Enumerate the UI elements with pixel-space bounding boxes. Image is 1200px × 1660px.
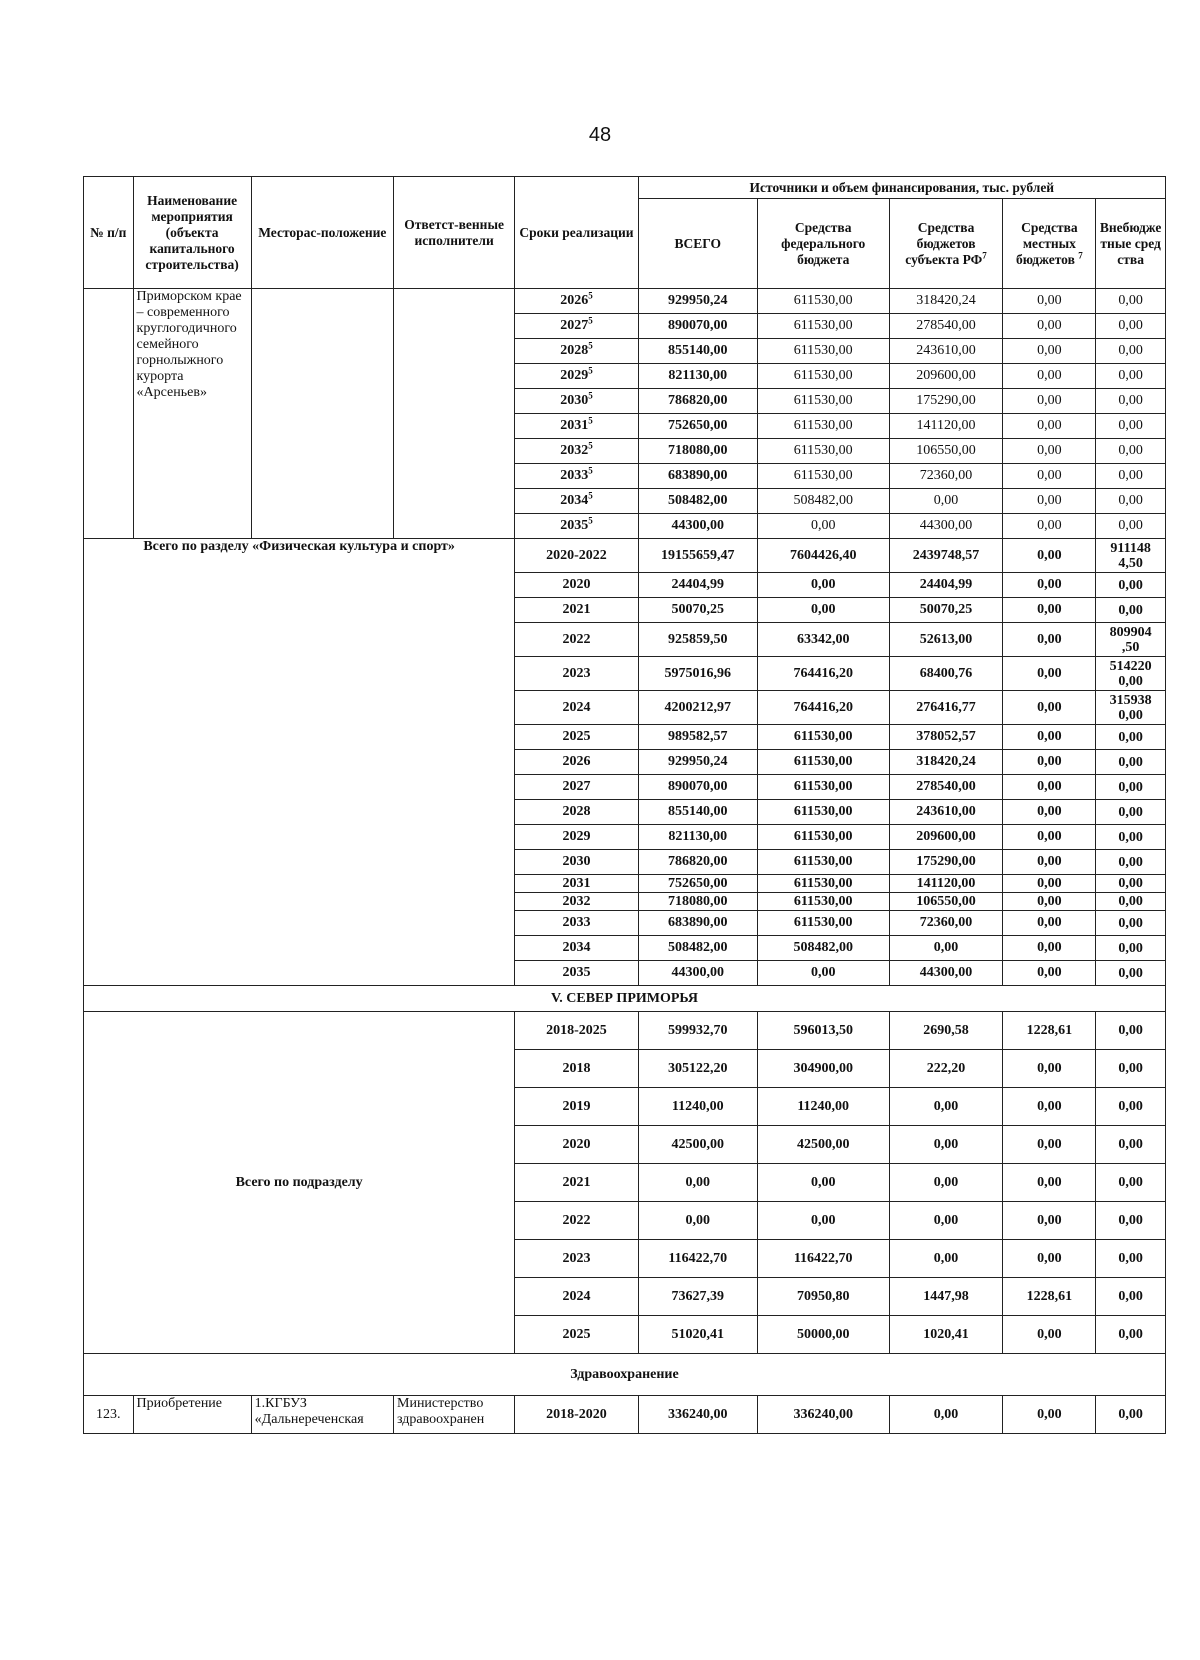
row-year: 2019	[515, 1088, 638, 1126]
row-local: 0,00	[1003, 961, 1096, 986]
row-offbudget: 0,00	[1096, 961, 1166, 986]
row-year: 2033	[515, 911, 638, 936]
row-year-footnote: 5	[588, 440, 593, 451]
row-subject: 318420,24	[889, 289, 1003, 314]
row-federal: 611530,00	[757, 775, 889, 800]
row-subject: 141120,00	[889, 414, 1003, 439]
row-year-footnote: 5	[588, 315, 593, 326]
row-year: 2024	[515, 1278, 638, 1316]
row-offbudget: 0,00	[1096, 389, 1166, 414]
row-year: 2022	[515, 623, 638, 657]
row-year	[515, 289, 638, 314]
row-local: 0,00	[1003, 598, 1096, 623]
row-federal: 7604426,40	[757, 539, 889, 573]
row-subject: 44300,00	[889, 961, 1003, 986]
row-federal: 611530,00	[757, 389, 889, 414]
row-year: 2030	[515, 850, 638, 875]
row-year-label: 2030	[560, 393, 589, 408]
row-local: 0,00	[1003, 364, 1096, 389]
table-row	[84, 1396, 1166, 1434]
row-total: 821130,00	[638, 825, 757, 850]
row-year	[515, 464, 638, 489]
row-local: 0,00	[1003, 893, 1096, 911]
row-total: 929950,24	[638, 750, 757, 775]
row-subject: 318420,24	[889, 750, 1003, 775]
row-local: 0,00	[1003, 825, 1096, 850]
row-total: 508482,00	[638, 936, 757, 961]
row-total: 752650,00	[638, 414, 757, 439]
row-federal: 508482,00	[757, 936, 889, 961]
row-subject: 44300,00	[889, 514, 1003, 539]
row-local: 0,00	[1003, 414, 1096, 439]
row-federal: 508482,00	[757, 489, 889, 514]
row-local: 0,00	[1003, 750, 1096, 775]
row-offbudget: 0,00	[1096, 1050, 1166, 1088]
row-subject: 209600,00	[889, 825, 1003, 850]
row-subject: 1020,41	[889, 1316, 1003, 1354]
row-local: 0,00	[1003, 875, 1096, 893]
col-subject-header	[889, 199, 1003, 289]
row-year: 2025	[515, 1316, 638, 1354]
row-subject: 0,00	[889, 936, 1003, 961]
row-local: 0,00	[1003, 573, 1096, 598]
row-local: 0,00	[1003, 911, 1096, 936]
table-row	[84, 289, 1166, 314]
row-total: 0,00	[638, 1164, 757, 1202]
row-total: 73627,39	[638, 1278, 757, 1316]
item-local: 0,00	[1003, 1396, 1096, 1434]
row-subject: 0,00	[889, 1088, 1003, 1126]
row-total: 5975016,96	[638, 657, 757, 691]
row-federal: 611530,00	[757, 825, 889, 850]
row-federal: 0,00	[757, 514, 889, 539]
row-total: 925859,50	[638, 623, 757, 657]
row-federal: 116422,70	[757, 1240, 889, 1278]
table-header	[84, 177, 1166, 289]
row-total: 116422,70	[638, 1240, 757, 1278]
row-offbudget: 0,00	[1096, 514, 1166, 539]
row-local: 0,00	[1003, 389, 1096, 414]
row-federal: 0,00	[757, 1164, 889, 1202]
row-offbudget: 0,00	[1096, 850, 1166, 875]
row-year: 2021	[515, 1164, 638, 1202]
row-subject: 243610,00	[889, 339, 1003, 364]
row-offbudget: 0,00	[1096, 893, 1166, 911]
row-total: 24404,99	[638, 573, 757, 598]
row-year-label: 2034	[560, 493, 589, 508]
row-year-footnote: 5	[588, 465, 593, 476]
row-total: 0,00	[638, 1202, 757, 1240]
row-year: 2024	[515, 691, 638, 725]
row-local: 0,00	[1003, 339, 1096, 364]
row-local: 0,00	[1003, 514, 1096, 539]
row-local: 0,00	[1003, 850, 1096, 875]
row-subject: 106550,00	[889, 439, 1003, 464]
row-local: 0,00	[1003, 1050, 1096, 1088]
row-total: 855140,00	[638, 800, 757, 825]
row-local: 0,00	[1003, 314, 1096, 339]
row-offbudget: 0,00	[1096, 314, 1166, 339]
row-year-footnote: 5	[588, 390, 593, 401]
row-local: 0,00	[1003, 1088, 1096, 1126]
row-year: 2020	[515, 573, 638, 598]
row-offbudget: 0,00	[1096, 800, 1166, 825]
row-offbudget: 0,00	[1096, 573, 1166, 598]
row-year-label: 2033	[560, 468, 589, 483]
row-total: 989582,57	[638, 725, 757, 750]
col-terms-header: Сроки реализации	[515, 177, 638, 289]
financing-table	[83, 176, 1166, 1434]
row-year	[515, 439, 638, 464]
north-heading-block	[84, 986, 1166, 1012]
page-number: 48	[588, 124, 612, 146]
row-offbudget: 0,00	[1096, 1164, 1166, 1202]
row-subject: 72360,00	[889, 911, 1003, 936]
item-federal: 336240,00	[757, 1396, 889, 1434]
row-federal: 0,00	[757, 573, 889, 598]
row-total: 786820,00	[638, 389, 757, 414]
row-local: 0,00	[1003, 936, 1096, 961]
row-total: 929950,24	[638, 289, 757, 314]
row-federal: 611530,00	[757, 750, 889, 775]
row-offbudget: 0,00	[1096, 725, 1166, 750]
object-location	[251, 289, 393, 539]
col-name-header: Наименование мероприятия (объекта капитального строительства)	[133, 177, 251, 289]
row-total: 599932,70	[638, 1012, 757, 1050]
north-subsection-label: Всего по подразделу	[84, 1012, 515, 1354]
row-offbudget: 0,00	[1096, 911, 1166, 936]
row-subject: 24404,99	[889, 573, 1003, 598]
item-executors: Министерство здравоохранен	[394, 1396, 515, 1434]
row-federal: 611530,00	[757, 464, 889, 489]
row-federal: 596013,50	[757, 1012, 889, 1050]
row-federal: 0,00	[757, 598, 889, 623]
row-federal: 611530,00	[757, 314, 889, 339]
object-name: Приморском крае – современного круглогодичного семейного горнолыжного курорта «Арсеньев»	[133, 289, 251, 539]
row-year: 2028	[515, 800, 638, 825]
row-offbudget: 0,00	[1096, 750, 1166, 775]
row-total: 718080,00	[638, 893, 757, 911]
table-row	[84, 1012, 1166, 1050]
row-offbudget: 809904 ,50	[1096, 623, 1166, 657]
row-federal: 764416,20	[757, 657, 889, 691]
row-year	[515, 489, 638, 514]
row-total: 42500,00	[638, 1126, 757, 1164]
row-local: 0,00	[1003, 623, 1096, 657]
row-year-footnote: 5	[588, 340, 593, 351]
item-num: 123.	[84, 1396, 134, 1434]
row-total: 821130,00	[638, 364, 757, 389]
row-year: 2027	[515, 775, 638, 800]
row-local: 0,00	[1003, 1202, 1096, 1240]
row-federal: 304900,00	[757, 1050, 889, 1088]
row-subject: 52613,00	[889, 623, 1003, 657]
row-year-label: 2026	[560, 293, 589, 308]
col-num-header: № п/п	[84, 177, 134, 289]
object-block	[84, 289, 1166, 539]
row-year: 2034	[515, 936, 638, 961]
col-subject-footnote: 7	[982, 250, 987, 260]
table-row	[84, 539, 1166, 573]
item-name: Приобретение	[133, 1396, 251, 1434]
row-offbudget: 0,00	[1096, 936, 1166, 961]
col-executors-header: Ответст-венные исполнители	[394, 177, 515, 289]
row-total: 44300,00	[638, 514, 757, 539]
row-federal: 50000,00	[757, 1316, 889, 1354]
row-year-footnote: 5	[588, 365, 593, 376]
row-subject: 2439748,57	[889, 539, 1003, 573]
row-federal: 611530,00	[757, 364, 889, 389]
row-federal: 611530,00	[757, 893, 889, 911]
row-offbudget: 0,00	[1096, 1240, 1166, 1278]
row-federal: 11240,00	[757, 1088, 889, 1126]
row-year: 2022	[515, 1202, 638, 1240]
row-total: 890070,00	[638, 775, 757, 800]
row-year: 2026	[515, 750, 638, 775]
row-federal: 764416,20	[757, 691, 889, 725]
row-offbudget: 0,00	[1096, 339, 1166, 364]
health-heading: Здравоохранение	[84, 1354, 1166, 1396]
row-local: 0,00	[1003, 691, 1096, 725]
row-subject: 276416,77	[889, 691, 1003, 725]
row-year: 2018-2025	[515, 1012, 638, 1050]
row-total: 50070,25	[638, 598, 757, 623]
row-year	[515, 389, 638, 414]
row-local: 0,00	[1003, 657, 1096, 691]
row-total: 44300,00	[638, 961, 757, 986]
row-year-label: 2029	[560, 368, 589, 383]
row-year	[515, 364, 638, 389]
row-federal: 611530,00	[757, 439, 889, 464]
row-offbudget: 0,00	[1096, 1316, 1166, 1354]
row-year: 2032	[515, 893, 638, 911]
row-local: 0,00	[1003, 1126, 1096, 1164]
row-year-label: 2035	[560, 518, 589, 533]
row-local: 0,00	[1003, 800, 1096, 825]
row-subject: 278540,00	[889, 775, 1003, 800]
row-year: 2021	[515, 598, 638, 623]
item-year: 2018-2020	[515, 1396, 638, 1434]
col-local-header	[1003, 199, 1096, 289]
col-total-header: ВСЕГО	[638, 199, 757, 289]
sport-section	[84, 539, 1166, 986]
row-year-footnote: 5	[588, 490, 593, 501]
health-block	[84, 1354, 1166, 1434]
row-offbudget: 0,00	[1096, 289, 1166, 314]
row-subject: 0,00	[889, 1164, 1003, 1202]
row-subject: 1447,98	[889, 1278, 1003, 1316]
row-year: 2018	[515, 1050, 638, 1088]
row-year: 2020	[515, 1126, 638, 1164]
row-offbudget: 514220 0,00	[1096, 657, 1166, 691]
row-subject: 106550,00	[889, 893, 1003, 911]
item-offbudget: 0,00	[1096, 1396, 1166, 1434]
row-total: 683890,00	[638, 911, 757, 936]
row-subject: 378052,57	[889, 725, 1003, 750]
sport-section-label: Всего по разделу «Физическая культура и спорт»	[84, 539, 515, 986]
row-local: 0,00	[1003, 489, 1096, 514]
row-offbudget: 0,00	[1096, 1278, 1166, 1316]
row-total: 51020,41	[638, 1316, 757, 1354]
row-federal: 611530,00	[757, 911, 889, 936]
row-year-footnote: 5	[588, 515, 593, 526]
row-subject: 141120,00	[889, 875, 1003, 893]
row-year	[515, 414, 638, 439]
row-offbudget: 0,00	[1096, 489, 1166, 514]
row-subject: 222,20	[889, 1050, 1003, 1088]
row-local: 0,00	[1003, 1164, 1096, 1202]
row-offbudget: 0,00	[1096, 825, 1166, 850]
row-local: 0,00	[1003, 464, 1096, 489]
object-executors	[394, 289, 515, 539]
row-offbudget: 0,00	[1096, 1126, 1166, 1164]
row-subject: 175290,00	[889, 389, 1003, 414]
row-local: 0,00	[1003, 439, 1096, 464]
row-year: 2023	[515, 1240, 638, 1278]
row-offbudget: 0,00	[1096, 414, 1166, 439]
row-year	[515, 314, 638, 339]
col-location-header: Месторас-положение	[251, 177, 393, 289]
row-federal: 611530,00	[757, 850, 889, 875]
row-year-label: 2028	[560, 343, 589, 358]
item-location: 1.КГБУЗ «Дальнереченская	[251, 1396, 393, 1434]
row-year: 2029	[515, 825, 638, 850]
row-federal: 611530,00	[757, 339, 889, 364]
row-subject: 0,00	[889, 1126, 1003, 1164]
row-year-label: 2032	[560, 443, 589, 458]
row-total: 683890,00	[638, 464, 757, 489]
row-subject: 2690,58	[889, 1012, 1003, 1050]
row-subject: 278540,00	[889, 314, 1003, 339]
row-offbudget: 0,00	[1096, 439, 1166, 464]
row-local: 0,00	[1003, 1316, 1096, 1354]
col-offbudget-header: Внебюджетные средства	[1096, 199, 1166, 289]
row-year	[515, 339, 638, 364]
row-year: 2025	[515, 725, 638, 750]
row-offbudget: 0,00	[1096, 364, 1166, 389]
col-subject-label: Средства бюджетов субъекта РФ	[905, 219, 983, 267]
row-offbudget: 0,00	[1096, 1088, 1166, 1126]
item-total: 336240,00	[638, 1396, 757, 1434]
row-subject: 0,00	[889, 1202, 1003, 1240]
row-offbudget: 0,00	[1096, 875, 1166, 893]
row-year: 2020-2022	[515, 539, 638, 573]
row-local: 0,00	[1003, 775, 1096, 800]
row-total: 890070,00	[638, 314, 757, 339]
row-total: 19155659,47	[638, 539, 757, 573]
row-subject: 0,00	[889, 1240, 1003, 1278]
row-total: 718080,00	[638, 439, 757, 464]
row-year: 2035	[515, 961, 638, 986]
row-offbudget: 0,00	[1096, 775, 1166, 800]
row-federal: 42500,00	[757, 1126, 889, 1164]
row-year	[515, 514, 638, 539]
row-local: 0,00	[1003, 725, 1096, 750]
row-year: 2023	[515, 657, 638, 691]
row-subject: 175290,00	[889, 850, 1003, 875]
row-total: 786820,00	[638, 850, 757, 875]
north-subsection	[84, 1012, 1166, 1354]
row-subject: 72360,00	[889, 464, 1003, 489]
row-federal: 63342,00	[757, 623, 889, 657]
row-offbudget: 911148 4,50	[1096, 539, 1166, 573]
row-federal: 611530,00	[757, 414, 889, 439]
row-federal: 0,00	[757, 1202, 889, 1240]
row-offbudget: 315938 0,00	[1096, 691, 1166, 725]
sources-header: Источники и объем финансирования, тыс. рублей	[638, 177, 1165, 199]
row-offbudget: 0,00	[1096, 1012, 1166, 1050]
row-offbudget: 0,00	[1096, 464, 1166, 489]
row-federal: 611530,00	[757, 800, 889, 825]
col-local-footnote: 7	[1078, 250, 1083, 260]
row-total: 4200212,97	[638, 691, 757, 725]
row-federal: 611530,00	[757, 725, 889, 750]
row-local: 0,00	[1003, 289, 1096, 314]
row-federal: 0,00	[757, 961, 889, 986]
row-year-label: 2031	[560, 418, 589, 433]
row-local: 1228,61	[1003, 1278, 1096, 1316]
row-year: 2031	[515, 875, 638, 893]
row-subject: 209600,00	[889, 364, 1003, 389]
row-local: 1228,61	[1003, 1012, 1096, 1050]
row-total: 855140,00	[638, 339, 757, 364]
object-num	[84, 289, 134, 539]
row-federal: 611530,00	[757, 875, 889, 893]
row-subject: 0,00	[889, 489, 1003, 514]
row-total: 752650,00	[638, 875, 757, 893]
row-year-footnote: 5	[588, 415, 593, 426]
row-offbudget: 0,00	[1096, 1202, 1166, 1240]
row-subject: 50070,25	[889, 598, 1003, 623]
row-local: 0,00	[1003, 1240, 1096, 1278]
row-federal: 70950,80	[757, 1278, 889, 1316]
col-federal-header: Средства федерального бюджета	[757, 199, 889, 289]
row-year-label: 2027	[560, 318, 589, 333]
row-offbudget: 0,00	[1096, 598, 1166, 623]
row-total: 508482,00	[638, 489, 757, 514]
row-subject: 243610,00	[889, 800, 1003, 825]
north-heading: V. СЕВЕР ПРИМОРЬЯ	[84, 986, 1166, 1012]
row-federal: 611530,00	[757, 289, 889, 314]
col-local-label: Средства местных бюджетов	[1016, 219, 1078, 267]
row-subject: 68400,76	[889, 657, 1003, 691]
item-subject: 0,00	[889, 1396, 1003, 1434]
row-total: 305122,20	[638, 1050, 757, 1088]
row-year-footnote: 5	[588, 290, 593, 301]
row-local: 0,00	[1003, 539, 1096, 573]
row-total: 11240,00	[638, 1088, 757, 1126]
